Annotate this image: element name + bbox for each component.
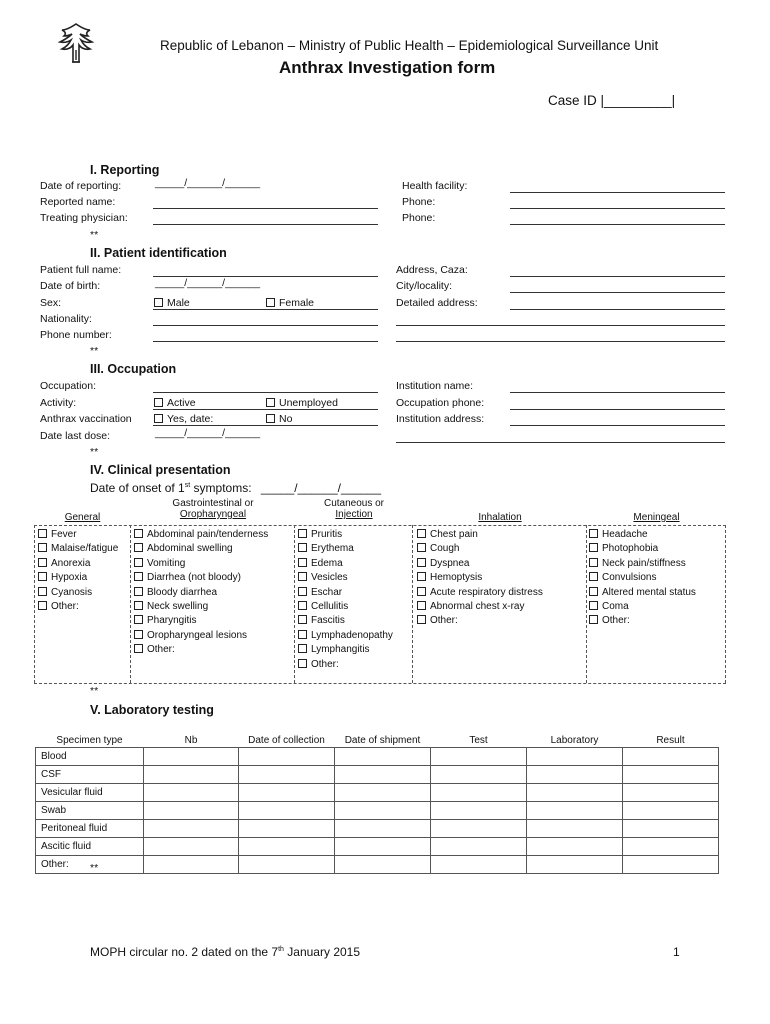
lab-entry-cell[interactable] bbox=[431, 766, 527, 784]
symptom-label: Anorexia bbox=[51, 557, 91, 569]
symptom-label: Pharyngitis bbox=[147, 615, 197, 627]
lab-entry-cell[interactable] bbox=[239, 802, 335, 820]
symptom-option[interactable] bbox=[298, 528, 393, 542]
reported-name-label: Reported name: bbox=[40, 196, 116, 208]
symptom-label: Eschar bbox=[311, 586, 343, 598]
symptom-option[interactable] bbox=[589, 571, 696, 585]
symptom-checkbox[interactable] bbox=[589, 587, 598, 596]
section-reporting-heading: I. Reporting bbox=[90, 163, 160, 177]
symptom-checkbox[interactable] bbox=[589, 529, 598, 538]
lab-column-header: Date of shipment bbox=[344, 734, 421, 746]
city-locality-label: City/locality: bbox=[396, 280, 453, 292]
lab-entry-cell[interactable] bbox=[623, 766, 719, 784]
phone-label-2: Phone: bbox=[402, 212, 436, 224]
lab-entry-cell[interactable] bbox=[527, 820, 623, 838]
vaccination-underline bbox=[153, 425, 378, 426]
symptom-option[interactable] bbox=[298, 658, 393, 672]
lab-entry-cell[interactable] bbox=[335, 838, 431, 856]
occupation-stars: ** bbox=[90, 446, 99, 458]
female-checkbox[interactable] bbox=[266, 298, 275, 307]
symptom-label: Convulsions bbox=[602, 572, 657, 584]
symptom-label: Other: bbox=[430, 615, 458, 627]
vaccination-yes-label: Yes, date: bbox=[167, 413, 214, 425]
symptom-label: Other: bbox=[602, 615, 630, 627]
activity-active-option[interactable] bbox=[154, 397, 196, 409]
vaccination-yes-option[interactable] bbox=[154, 413, 213, 425]
lab-entry-cell[interactable] bbox=[623, 784, 719, 802]
symptom-checkbox[interactable] bbox=[417, 529, 426, 538]
symptom-checkbox[interactable] bbox=[417, 587, 426, 596]
nationality-label: Nationality: bbox=[40, 313, 92, 325]
symptom-label: Other: bbox=[311, 658, 339, 670]
last-dose-field[interactable]: _____/______/______ bbox=[155, 427, 261, 439]
symptom-option[interactable] bbox=[589, 614, 696, 628]
phone-number-label: Phone number: bbox=[40, 329, 112, 341]
lab-entry-cell[interactable] bbox=[335, 802, 431, 820]
last-dose-label: Date last dose: bbox=[40, 430, 111, 442]
specimen-type-cell: Blood bbox=[36, 748, 144, 766]
specimen-type-cell: Vesicular fluid bbox=[36, 784, 144, 802]
institution-name-label: Institution name: bbox=[396, 380, 474, 392]
section-patient-heading: II. Patient identification bbox=[90, 246, 227, 260]
symptom-checkbox[interactable] bbox=[298, 601, 307, 610]
symptom-label: Pruritis bbox=[311, 529, 343, 540]
symptom-option[interactable] bbox=[134, 600, 268, 614]
symptom-label: Oropharyngeal lesions bbox=[147, 629, 248, 641]
patient-name-label: Patient full name: bbox=[40, 264, 122, 276]
active-label: Active bbox=[167, 397, 196, 409]
lab-entry-cell[interactable] bbox=[527, 802, 623, 820]
symptom-option[interactable] bbox=[417, 557, 543, 571]
lab-entry-cell[interactable] bbox=[623, 748, 719, 766]
symptom-checkbox[interactable] bbox=[134, 601, 143, 610]
active-checkbox[interactable] bbox=[154, 398, 163, 407]
symptom-checkbox[interactable] bbox=[134, 644, 143, 653]
lab-column-header: Test bbox=[469, 734, 488, 746]
treating-physician-field[interactable] bbox=[153, 224, 378, 225]
ministry-logo bbox=[52, 20, 100, 68]
date-of-reporting-label: Date of reporting: bbox=[40, 180, 122, 192]
lab-entry-cell[interactable] bbox=[527, 766, 623, 784]
symptom-option[interactable] bbox=[38, 586, 118, 600]
symptom-option[interactable] bbox=[298, 571, 393, 585]
symptom-checkbox[interactable] bbox=[417, 615, 426, 624]
symptom-option[interactable] bbox=[589, 528, 696, 542]
clinical-divider-0 bbox=[34, 525, 35, 683]
symptom-option[interactable] bbox=[298, 557, 393, 571]
symptom-option[interactable] bbox=[38, 557, 118, 571]
symptom-label: Diarrhea (not bloody) bbox=[147, 572, 241, 584]
clinical-stars: ** bbox=[90, 685, 99, 697]
symptom-option[interactable] bbox=[134, 643, 268, 657]
section-clinical-heading: IV. Clinical presentation bbox=[90, 463, 231, 477]
symptom-checkbox[interactable] bbox=[298, 630, 307, 639]
city-locality-field[interactable] bbox=[510, 292, 725, 293]
unemployed-label: Unemployed bbox=[279, 397, 338, 409]
lab-entry-cell[interactable] bbox=[623, 838, 719, 856]
symptom-option[interactable] bbox=[298, 629, 393, 643]
lab-entry-cell[interactable] bbox=[144, 820, 239, 838]
nationality-field[interactable] bbox=[153, 325, 378, 326]
symptom-label: Bloody diarrhea bbox=[147, 586, 218, 598]
symptom-option[interactable] bbox=[417, 600, 543, 614]
phone-field-2[interactable] bbox=[510, 224, 725, 225]
table-row bbox=[36, 802, 719, 820]
lab-entry-cell[interactable] bbox=[431, 820, 527, 838]
detailed-address-field-1[interactable] bbox=[510, 309, 725, 310]
footer-circular: MOPH circular no. 2 dated on the 7th January 2015 bbox=[90, 945, 361, 959]
symptom-label: Abdominal pain/tenderness bbox=[147, 529, 269, 540]
lab-entry-cell[interactable] bbox=[239, 838, 335, 856]
cutaneous-column-header: Cutaneous or Injection bbox=[323, 498, 385, 520]
symptom-label: Cellulitis bbox=[311, 600, 349, 612]
lab-entry-cell[interactable] bbox=[431, 748, 527, 766]
treating-physician-label: Treating physician: bbox=[40, 212, 128, 224]
lab-entry-cell[interactable] bbox=[527, 838, 623, 856]
sex-label: Sex: bbox=[40, 297, 62, 309]
symptom-checkbox[interactable] bbox=[38, 529, 47, 538]
symptom-option[interactable] bbox=[298, 586, 393, 600]
symptom-checkbox[interactable] bbox=[589, 615, 598, 624]
symptom-option[interactable] bbox=[417, 586, 543, 600]
symptom-label: Acute respiratory distress bbox=[430, 586, 543, 598]
symptom-checkbox[interactable] bbox=[298, 572, 307, 581]
symptom-option[interactable] bbox=[134, 542, 268, 556]
table-row bbox=[36, 766, 719, 784]
symptom-label: Lymphangitis bbox=[311, 644, 370, 656]
clinical-divider-4 bbox=[586, 525, 587, 683]
laboratory-header-row bbox=[36, 733, 719, 748]
lab-entry-cell[interactable] bbox=[335, 766, 431, 784]
case-id bbox=[548, 93, 675, 108]
symptom-option[interactable] bbox=[589, 586, 696, 600]
address-caza-field[interactable] bbox=[510, 276, 725, 277]
lab-entry-cell[interactable] bbox=[623, 802, 719, 820]
detailed-address-label: Detailed address: bbox=[396, 297, 478, 309]
occupation-label: Occupation: bbox=[40, 380, 97, 392]
symptom-option[interactable] bbox=[417, 528, 543, 542]
symptom-option[interactable] bbox=[298, 600, 393, 614]
symptom-checkbox[interactable] bbox=[298, 543, 307, 552]
symptom-checkbox[interactable] bbox=[589, 601, 598, 610]
symptom-label: Erythema bbox=[311, 543, 354, 555]
inhalation-symptom-list bbox=[417, 528, 543, 629]
lab-column-header: Specimen type bbox=[56, 734, 123, 746]
symptom-checkbox[interactable] bbox=[417, 558, 426, 567]
symptom-checkbox[interactable] bbox=[589, 543, 598, 552]
symptom-checkbox[interactable] bbox=[298, 659, 307, 668]
reporting-stars: ** bbox=[90, 229, 99, 241]
onset-label: Date of onset of 1st symptoms: bbox=[90, 481, 252, 495]
activity-label: Activity: bbox=[40, 397, 77, 409]
activity-underline bbox=[153, 409, 378, 410]
vaccination-label: Anthrax vaccination bbox=[40, 413, 132, 425]
lab-entry-cell[interactable] bbox=[623, 856, 719, 874]
symptom-label: Hypoxia bbox=[51, 572, 88, 584]
symptom-label: Other: bbox=[147, 644, 175, 656]
symptom-checkbox[interactable] bbox=[38, 601, 47, 610]
institution-name-field[interactable] bbox=[510, 392, 725, 393]
symptom-label: Fascitis bbox=[311, 615, 345, 627]
laboratory-stars: ** bbox=[90, 862, 99, 874]
symptom-checkbox[interactable] bbox=[134, 587, 143, 596]
symptom-option[interactable] bbox=[298, 542, 393, 556]
symptom-option[interactable] bbox=[134, 614, 268, 628]
detailed-address-field-3[interactable] bbox=[396, 341, 725, 342]
page-number: 1 bbox=[673, 945, 680, 959]
clinical-divider-1 bbox=[130, 525, 131, 683]
symptom-option[interactable] bbox=[589, 600, 696, 614]
symptom-option[interactable] bbox=[417, 571, 543, 585]
symptom-checkbox[interactable] bbox=[298, 529, 307, 538]
sex-underline bbox=[153, 309, 378, 310]
symptom-label: Cyanosis bbox=[51, 586, 93, 598]
symptom-option[interactable] bbox=[134, 586, 268, 600]
symptom-label: Edema bbox=[311, 557, 343, 569]
general-column-header: General bbox=[64, 512, 101, 523]
symptom-label: Neck pain/stiffness bbox=[602, 557, 686, 569]
symptom-checkbox[interactable] bbox=[38, 587, 47, 596]
case-id-label: Case ID | bbox=[548, 93, 605, 108]
lab-entry-cell[interactable] bbox=[335, 856, 431, 874]
symptom-checkbox[interactable] bbox=[134, 615, 143, 624]
phone-field-1[interactable] bbox=[510, 208, 725, 209]
lab-entry-cell[interactable] bbox=[144, 802, 239, 820]
lab-entry-cell[interactable] bbox=[431, 802, 527, 820]
symptom-checkbox[interactable] bbox=[134, 543, 143, 552]
symptom-label: Chest pain bbox=[430, 529, 478, 540]
activity-unemployed-option[interactable] bbox=[266, 397, 338, 409]
institution-address-field-2[interactable] bbox=[396, 442, 725, 443]
symptom-option[interactable] bbox=[417, 542, 543, 556]
unemployed-checkbox[interactable] bbox=[266, 398, 275, 407]
male-checkbox[interactable] bbox=[154, 298, 163, 307]
symptom-checkbox[interactable] bbox=[134, 630, 143, 639]
gastro-symptom-list bbox=[134, 528, 268, 658]
laboratory-table bbox=[35, 733, 719, 874]
occupation-phone-field[interactable] bbox=[510, 409, 725, 410]
female-label: Female bbox=[279, 297, 315, 309]
lab-column-header: Result bbox=[656, 734, 685, 746]
detailed-address-field-2[interactable] bbox=[396, 325, 725, 326]
lab-entry-cell[interactable] bbox=[144, 838, 239, 856]
lab-entry-cell[interactable] bbox=[239, 784, 335, 802]
symptom-checkbox[interactable] bbox=[38, 558, 47, 567]
table-row bbox=[36, 820, 719, 838]
lab-entry-cell[interactable] bbox=[144, 766, 239, 784]
lab-entry-cell[interactable] bbox=[239, 820, 335, 838]
lab-column-header: Date of collection bbox=[248, 734, 325, 746]
symptom-label: Photophobia bbox=[602, 543, 659, 555]
phone-number-field[interactable] bbox=[153, 341, 378, 342]
lab-entry-cell[interactable] bbox=[335, 784, 431, 802]
symptom-label: Neck swelling bbox=[147, 600, 209, 612]
cutaneous-symptom-list bbox=[298, 528, 393, 672]
phone-label-1: Phone: bbox=[402, 196, 436, 208]
vaccination-no-checkbox[interactable] bbox=[266, 414, 275, 423]
ministry-header: Republic of Lebanon – Ministry of Public Health – Epidemiological Surveillance Unit bbox=[160, 38, 659, 53]
symptom-option[interactable] bbox=[589, 542, 696, 556]
specimen-type-cell: CSF bbox=[36, 766, 144, 784]
occupation-phone-label: Occupation phone: bbox=[396, 397, 485, 409]
symptom-checkbox[interactable] bbox=[38, 543, 47, 552]
specimen-type-cell: Ascitic fluid bbox=[36, 838, 144, 856]
symptom-label: Altered mental status bbox=[602, 586, 696, 598]
lab-entry-cell[interactable] bbox=[239, 766, 335, 784]
symptom-checkbox[interactable] bbox=[417, 572, 426, 581]
symptom-option[interactable] bbox=[134, 629, 268, 643]
symptom-option[interactable] bbox=[38, 528, 118, 542]
section-laboratory-heading: V. Laboratory testing bbox=[90, 703, 214, 717]
symptom-label: Vesicles bbox=[311, 572, 348, 584]
general-symptom-list bbox=[38, 528, 118, 614]
symptom-checkbox[interactable] bbox=[134, 529, 143, 538]
symptom-label: Abnormal chest x-ray bbox=[430, 600, 525, 612]
clinical-divider-5 bbox=[725, 525, 726, 683]
lab-entry-cell[interactable] bbox=[335, 820, 431, 838]
lab-column-header: Nb bbox=[184, 734, 198, 746]
symptom-option[interactable] bbox=[38, 542, 118, 556]
symptom-checkbox[interactable] bbox=[417, 601, 426, 610]
onset-date bbox=[90, 481, 381, 495]
symptom-checkbox[interactable] bbox=[589, 558, 598, 567]
symptom-option[interactable] bbox=[134, 528, 268, 542]
symptom-label: Vomiting bbox=[147, 557, 186, 569]
symptom-option[interactable] bbox=[298, 614, 393, 628]
clinical-table-top bbox=[34, 525, 726, 526]
patient-stars: ** bbox=[90, 345, 99, 357]
dob-field[interactable]: _____/______/______ bbox=[155, 277, 261, 289]
date-of-reporting-field[interactable]: _____/______/______ bbox=[155, 177, 261, 189]
dob-label: Date of birth: bbox=[40, 280, 101, 292]
table-row bbox=[36, 856, 719, 874]
case-id-field[interactable]: _________ bbox=[604, 93, 672, 108]
meningeal-column-header: Meningeal bbox=[633, 512, 680, 523]
symptom-checkbox[interactable] bbox=[134, 558, 143, 567]
vaccination-yes-checkbox[interactable] bbox=[154, 414, 163, 423]
male-label: Male bbox=[167, 297, 190, 309]
symptom-label: Fever bbox=[51, 529, 77, 540]
lab-entry-cell[interactable] bbox=[239, 856, 335, 874]
institution-address-label: Institution address: bbox=[396, 413, 485, 425]
health-facility-field[interactable] bbox=[510, 192, 725, 193]
inhalation-column-header: Inhalation bbox=[478, 512, 522, 523]
symptom-checkbox[interactable] bbox=[298, 587, 307, 596]
specimen-type-cell: Other: bbox=[36, 856, 144, 874]
symptom-option[interactable] bbox=[134, 571, 268, 585]
symptom-label: Cough bbox=[430, 543, 460, 555]
table-row bbox=[36, 838, 719, 856]
symptom-checkbox[interactable] bbox=[298, 558, 307, 567]
clinical-table-bottom bbox=[34, 683, 726, 684]
gastro-column-header: Gastrointestinal or Oropharyngeal bbox=[172, 498, 254, 520]
lab-entry-cell[interactable] bbox=[431, 856, 527, 874]
vaccination-no-label: No bbox=[279, 413, 293, 425]
symptom-label: Hemoptysis bbox=[430, 572, 483, 584]
lab-entry-cell[interactable] bbox=[144, 784, 239, 802]
symptom-option[interactable] bbox=[38, 600, 118, 614]
lab-entry-cell[interactable] bbox=[144, 856, 239, 874]
symptom-checkbox[interactable] bbox=[298, 615, 307, 624]
institution-address-field-1[interactable] bbox=[510, 425, 725, 426]
health-facility-label: Health facility: bbox=[402, 180, 468, 192]
symptom-label: Dyspnea bbox=[430, 557, 470, 569]
lab-entry-cell[interactable] bbox=[335, 748, 431, 766]
symptom-checkbox[interactable] bbox=[134, 572, 143, 581]
symptom-label: Malaise/fatigue bbox=[51, 543, 119, 555]
lab-entry-cell[interactable] bbox=[623, 820, 719, 838]
onset-field[interactable]: _____/______/______ bbox=[260, 481, 381, 495]
symptom-label: Headache bbox=[602, 529, 648, 540]
symptom-checkbox[interactable] bbox=[417, 543, 426, 552]
lab-entry-cell[interactable] bbox=[527, 856, 623, 874]
clinical-divider-2 bbox=[294, 525, 295, 683]
symptom-checkbox[interactable] bbox=[38, 572, 47, 581]
symptom-option[interactable] bbox=[298, 643, 393, 657]
symptom-checkbox[interactable] bbox=[298, 644, 307, 653]
symptom-label: Lymphadenopathy bbox=[311, 629, 393, 641]
symptom-checkbox[interactable] bbox=[589, 572, 598, 581]
vaccination-no-option[interactable] bbox=[266, 413, 292, 425]
lab-entry-cell[interactable] bbox=[431, 784, 527, 802]
specimen-type-cell: Peritoneal fluid bbox=[36, 820, 144, 838]
clinical-divider-3 bbox=[412, 525, 413, 683]
section-occupation-heading: III. Occupation bbox=[90, 362, 177, 376]
symptom-label: Coma bbox=[602, 600, 629, 612]
lab-entry-cell[interactable] bbox=[239, 748, 335, 766]
table-row bbox=[36, 748, 719, 766]
symptom-option[interactable] bbox=[589, 557, 696, 571]
symptom-label: Other: bbox=[51, 600, 79, 612]
meningeal-symptom-list bbox=[589, 528, 696, 629]
lab-entry-cell[interactable] bbox=[527, 784, 623, 802]
lab-column-header: Laboratory bbox=[550, 734, 599, 746]
lab-entry-cell[interactable] bbox=[431, 838, 527, 856]
table-row bbox=[36, 784, 719, 802]
address-caza-label: Address, Caza: bbox=[396, 264, 468, 276]
lab-entry-cell[interactable] bbox=[527, 748, 623, 766]
sex-female-option[interactable] bbox=[266, 297, 314, 309]
symptom-option[interactable] bbox=[38, 571, 118, 585]
sex-male-option[interactable] bbox=[154, 297, 190, 309]
specimen-type-cell: Swab bbox=[36, 802, 144, 820]
symptom-option[interactable] bbox=[417, 614, 543, 628]
symptom-option[interactable] bbox=[134, 557, 268, 571]
lab-entry-cell[interactable] bbox=[144, 748, 239, 766]
symptom-label: Abdominal swelling bbox=[147, 543, 233, 555]
occupation-field[interactable] bbox=[153, 392, 378, 393]
reported-name-field[interactable] bbox=[153, 208, 378, 209]
case-id-end: | bbox=[671, 93, 676, 108]
form-title: Anthrax Investigation form bbox=[279, 58, 496, 77]
